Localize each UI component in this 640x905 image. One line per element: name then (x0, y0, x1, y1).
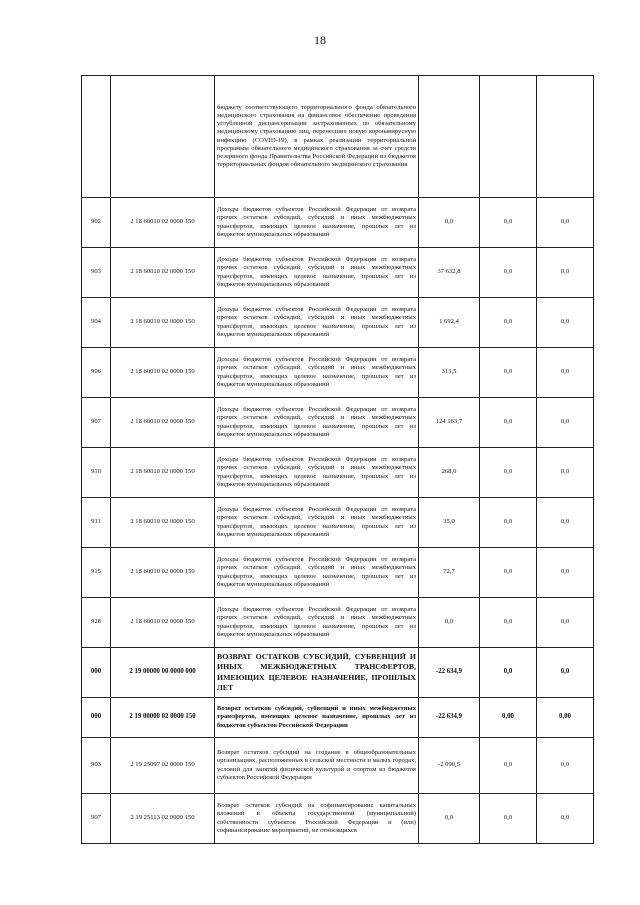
admin-code-cell: 907 (82, 794, 111, 844)
table-row (82, 298, 594, 348)
amount-year-3-cell: 0,0 (537, 448, 594, 498)
amount-year-2-cell: 0,00 (480, 698, 537, 738)
amount-year-2-cell: 0,0 (480, 248, 537, 298)
amount-year-1-cell: 0,0 (419, 598, 480, 648)
budget-classification-code-cell: 2 18 60010 02 0000 150 (111, 498, 215, 548)
table-row (82, 498, 594, 548)
amount-year-3-cell: 0,0 (537, 398, 594, 448)
amount-year-1-cell: 268,0 (419, 448, 480, 498)
table-row (82, 738, 594, 794)
table-row (82, 398, 594, 448)
budget-classification-code-cell: 2 19 25113 02 0000 150 (111, 794, 215, 844)
income-name-cell: ВОЗВРАТ ОСТАТКОВ СУБСИДИЙ, СУБВЕНЦИЙ И ИНЫХ МЕЖБЮДЖЕТНЫХ ТРАНСФЕРТОВ, ИМЕЮЩИХ ЦЕЛЕВОЕ НАЗНАЧЕНИЕ, ПРОШЛЫХ ЛЕТ (215, 648, 419, 698)
admin-code-cell: 904 (82, 298, 111, 348)
amount-year-3-cell: 0,0 (537, 298, 594, 348)
amount-year-1-cell: -22 634,9 (419, 698, 480, 738)
income-name-cell: бюджету соответствующего территориального фонда обязательного медицинского страхования на финансовое обеспечение проведения углубленной диспансеризации застрахованных по обязательному медицинскому страхованию лиц, перенесших новую коронавирусную инфекцию (COVID-19), в рамках реализации территориальной программы обязательного медицинского страхования за счет средств резервного фонда Правительства Российской Федерации из бюджетов территориальных фондов обязательного медицинского страхования (215, 76, 419, 198)
table-row (82, 794, 594, 844)
income-name-cell: Доходы бюджетов субъектов Российской Федерации от возврата прочих остатков субсидий, субсидий и иных межбюджетных трансфертов, имеющих целевое назначение, прошлых лет из бюджетов муниципальных образований (215, 248, 419, 298)
income-name-cell: Возврат остатков субсидий на софинансирование капитальных вложений в объекты государственной (муниципальной) собственности субъектов Российской Федерации и (или) софинансирование мероприятий, не относящихся (215, 794, 419, 844)
amount-year-2-cell: 0,0 (480, 348, 537, 398)
amount-year-1-cell: 1 692,4 (419, 298, 480, 348)
admin-code-cell: 906 (82, 348, 111, 398)
budget-classification-code-cell: 2 18 60010 02 0000 150 (111, 248, 215, 298)
income-name-cell: Доходы бюджетов субъектов Российской Федерации от возврата прочих остатков субсидий, субсидий и иных межбюджетных трансфертов, имеющих целевое назначение, прошлых лет из бюджетов муниципальных образований (215, 298, 419, 348)
income-name-cell: Доходы бюджетов субъектов Российской Федерации от возврата прочих остатков субсидий, субсидий и иных межбюджетных трансфертов, имеющих целевое назначение, прошлых лет из бюджетов муниципальных образований (215, 548, 419, 598)
amount-year-2-cell: 0,0 (480, 448, 537, 498)
amount-year-2-cell: 0,0 (480, 548, 537, 598)
amount-year-3-cell: 0,0 (537, 498, 594, 548)
amount-year-3-cell: 0,0 (537, 248, 594, 298)
budget-classification-code-cell: 2 18 60010 02 0000 150 (111, 298, 215, 348)
amount-year-1-cell: 35,0 (419, 498, 480, 548)
amount-year-2-cell: 0,0 (480, 298, 537, 348)
amount-year-3-cell: 0,0 (537, 794, 594, 844)
amount-year-1-cell (419, 76, 480, 198)
budget-classification-code-cell: 2 18 60010 02 0000 150 (111, 348, 215, 398)
amount-year-2-cell: 0,0 (480, 648, 537, 698)
table-row (82, 648, 594, 698)
amount-year-3-cell: 0,0 (537, 598, 594, 648)
admin-code-cell: 903 (82, 248, 111, 298)
budget-classification-code-cell: 2 19 25097 02 0000 150 (111, 738, 215, 794)
amount-year-2-cell: 0,0 (480, 598, 537, 648)
admin-code-cell: 928 (82, 598, 111, 648)
table-row (82, 76, 594, 198)
amount-year-2-cell: 0,0 (480, 794, 537, 844)
amount-year-2-cell (480, 76, 537, 198)
budget-classification-code-cell: 2 18 60010 02 0000 150 (111, 598, 215, 648)
amount-year-3-cell: 0,0 (537, 198, 594, 248)
budget-table (81, 75, 594, 844)
amount-year-2-cell: 0,0 (480, 198, 537, 248)
table-row (82, 248, 594, 298)
amount-year-3-cell: 0,0 (537, 548, 594, 598)
admin-code-cell: 903 (82, 738, 111, 794)
amount-year-2-cell: 0,0 (480, 738, 537, 794)
amount-year-3-cell: 0,0 (537, 738, 594, 794)
income-name-cell: Доходы бюджетов субъектов Российской Федерации от возврата прочих остатков субсидий, субсидий и иных межбюджетных трансфертов, имеющих целевое назначение, прошлых лет из бюджетов муниципальных образований (215, 198, 419, 248)
admin-code-cell: 915 (82, 548, 111, 598)
amount-year-1-cell: -2 090,5 (419, 738, 480, 794)
amount-year-3-cell (537, 76, 594, 198)
amount-year-1-cell: 37 632,8 (419, 248, 480, 298)
income-name-cell: Доходы бюджетов субъектов Российской Федерации от возврата прочих остатков субсидий, субсидий и иных межбюджетных трансфертов, имеющих целевое назначение, прошлых лет из бюджетов муниципальных образований (215, 448, 419, 498)
amount-year-3-cell: 0,0 (537, 648, 594, 698)
income-name-cell: Возврат остатков субсидий на создание в общеобразовательных организациях, расположенных в сельской местности и малых городах, условий для занятий физической культурой и спортом из бюджетов субъектов Российской Федерации (215, 738, 419, 794)
amount-year-1-cell: 124 163,7 (419, 398, 480, 448)
budget-classification-code-cell: 2 18 60010 02 0000 150 (111, 448, 215, 498)
income-name-cell: Доходы бюджетов субъектов Российской Федерации от возврата прочих остатков субсидий, субсидий и иных межбюджетных трансфертов, имеющих целевое назначение, прошлых лет из бюджетов муниципальных образований (215, 598, 419, 648)
table-row (82, 698, 594, 738)
amount-year-2-cell: 0,0 (480, 398, 537, 448)
amount-year-1-cell: 0,0 (419, 198, 480, 248)
budget-table-body (82, 76, 594, 844)
budget-classification-code-cell: 2 18 60010 02 0000 150 (111, 198, 215, 248)
amount-year-1-cell: 313,5 (419, 348, 480, 398)
admin-code-cell (82, 76, 111, 198)
amount-year-1-cell: -22 634,9 (419, 648, 480, 698)
income-name-cell: Доходы бюджетов субъектов Российской Федерации от возврата прочих остатков субсидий, субсидий и иных межбюджетных трансфертов, имеющих целевое назначение, прошлых лет из бюджетов муниципальных образований (215, 498, 419, 548)
income-name-cell: Доходы бюджетов субъектов Российской Федерации от возврата прочих остатков субсидий, субсидий и иных межбюджетных трансфертов, имеющих целевое назначение, прошлых лет из бюджетов муниципальных образований (215, 348, 419, 398)
table-row (82, 548, 594, 598)
amount-year-1-cell: 72,7 (419, 548, 480, 598)
income-name-cell: Возврат остатков субсидий, субвенций и иных межбюджетных трансфертов, имеющих целевое назначение, прошлых лет из бюджетов субъектов Российской Федерации (215, 698, 419, 738)
amount-year-3-cell: 0,00 (537, 698, 594, 738)
admin-code-cell: 907 (82, 398, 111, 448)
admin-code-cell: 911 (82, 498, 111, 548)
amount-year-1-cell: 0,0 (419, 794, 480, 844)
budget-classification-code-cell: 2 18 60010 02 0000 150 (111, 548, 215, 598)
amount-year-3-cell: 0,0 (537, 348, 594, 398)
table-row (82, 598, 594, 648)
admin-code-cell: 000 (82, 648, 111, 698)
income-name-cell: Доходы бюджетов субъектов Российской Федерации от возврата прочих остатков субсидий, субсидий и иных межбюджетных трансфертов, имеющих целевое назначение, прошлых лет из бюджетов муниципальных образований (215, 398, 419, 448)
budget-classification-code-cell (111, 76, 215, 198)
budget-classification-code-cell: 2 19 00000 02 0000 150 (111, 698, 215, 738)
amount-year-2-cell: 0,0 (480, 498, 537, 548)
admin-code-cell: 902 (82, 198, 111, 248)
budget-classification-code-cell: 2 18 60010 02 0000 150 (111, 398, 215, 448)
budget-classification-code-cell: 2 19 00000 00 0000 000 (111, 648, 215, 698)
page-number: 18 (314, 33, 326, 47)
admin-code-cell: 910 (82, 448, 111, 498)
admin-code-cell: 000 (82, 698, 111, 738)
table-row (82, 448, 594, 498)
table-row (82, 348, 594, 398)
table-row (82, 198, 594, 248)
